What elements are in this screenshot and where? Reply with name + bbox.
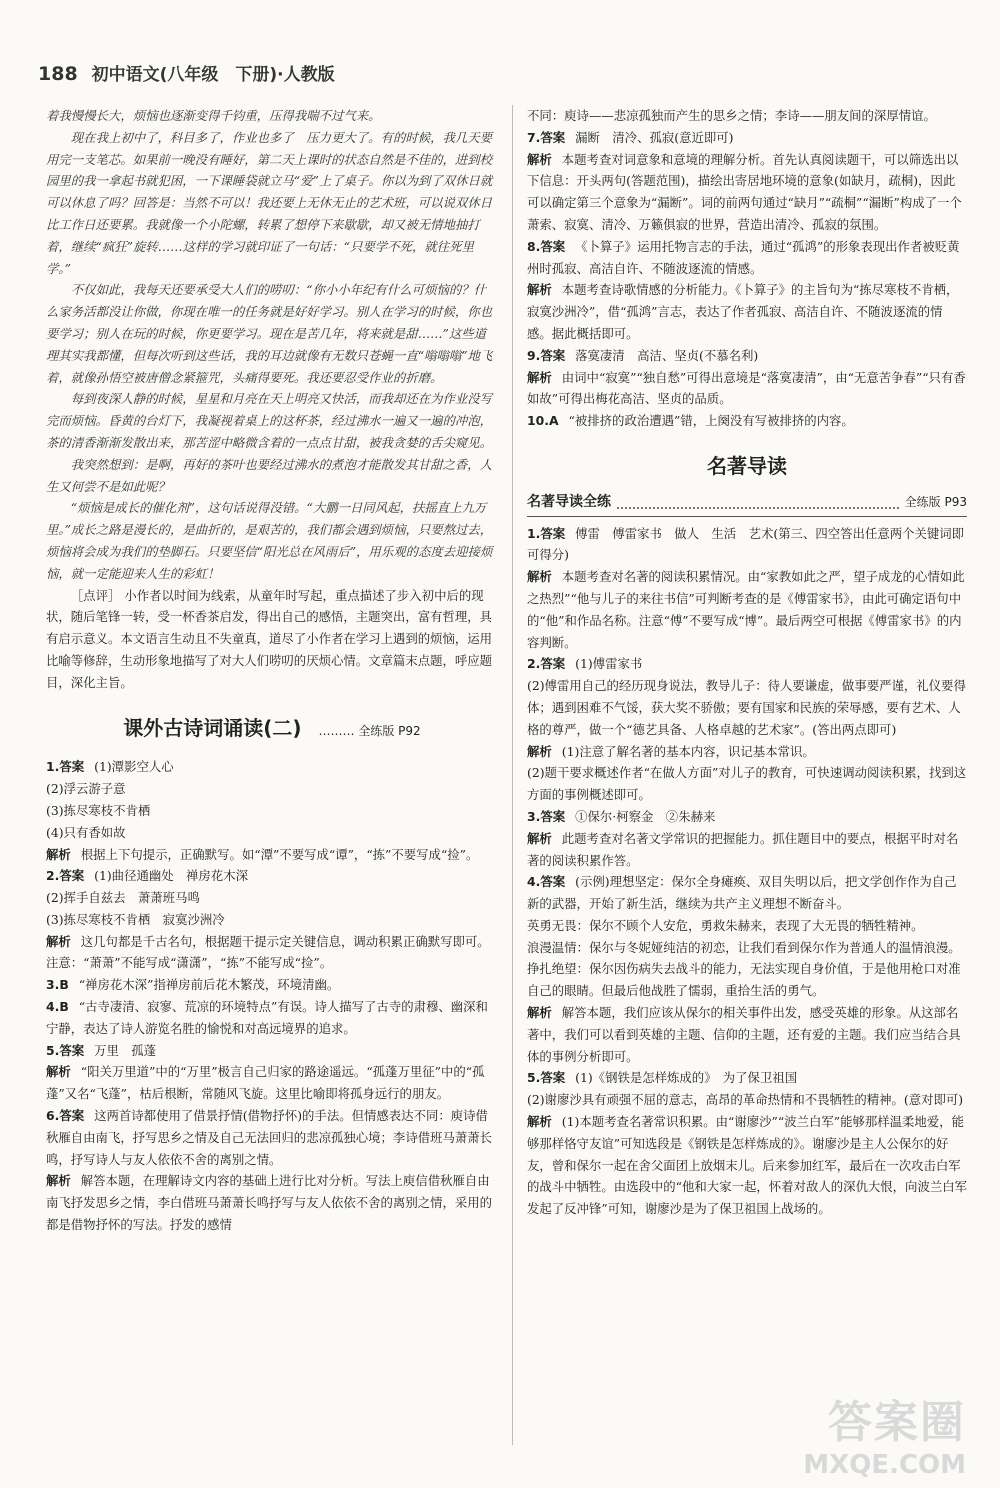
answer-label: 5.答案	[46, 1042, 85, 1058]
answer-item	[46, 865, 498, 887]
answer-label: 10.A	[527, 413, 559, 429]
answer-item	[46, 909, 498, 931]
essay-paragraph: “烦恼是成长的催化剂”，这句话说得没错。“大鹏一日同风起，扶摇直上九万里。”成长之路是漫长的，是曲折的，是艰苦的，我们都会遇到烦恼，只要熬过去，烦恼将会成为我们的垫脚石。只要坚信“阳光总在风雨后”，用乐观的态度去迎接烦恼，就一定能迎来人生的彩虹！	[46, 500, 493, 581]
answer-item	[527, 367, 967, 411]
answer-label: 4.B	[46, 999, 69, 1015]
answer-text: (4)只有香如故	[46, 824, 126, 840]
answer-text: 本题考查对词意象和意境的理解分析。首先认真阅读题干，可以筛选出以下信息：开头两句(答题范围)，描绘出寄居地环境的意象(如缺月，疏桐)，因此可以确定第三个意象为“漏断”。词的前两句通过“缺月”“疏桐”“漏断”构成了一个萧索、寂寞、清冷、万籁俱寂的世界，营造出清冷、孤寂的氛围。	[527, 151, 962, 232]
answer-text: 此题考查对名著文学常识的把握能力。抓住题目中的要点，根据平时对名著的阅读积累作答。	[527, 830, 959, 868]
answer-item	[46, 1105, 498, 1170]
answer-item	[46, 844, 498, 866]
answer-item	[46, 887, 498, 909]
answer-item	[527, 871, 967, 915]
answer-label: 1.答案	[46, 759, 85, 775]
answer-text: 落寞凄清 高洁、坚贞(不慕名利)	[575, 347, 759, 363]
answer-text: “古寺凄清、寂寥、荒凉的环境特点”有误。诗人描写了古寺的肃穆、幽深和宁静，表达了诗人游览名胜的愉悦和对高远境界的追求。	[46, 999, 488, 1036]
answer-item	[527, 523, 967, 567]
answer-text: 万里 孤蓬	[94, 1042, 157, 1058]
comment	[46, 585, 498, 694]
left-column	[46, 105, 498, 1236]
answer-item	[527, 236, 967, 280]
answer-item	[46, 996, 498, 1040]
comment-text: 小作者以时间为线索，从童年时写起，重点描述了步入初中后的现状，随后笔锋一转，受一杯香茶启发，得出自己的感悟，主题突出，富有哲理，具有启示意义。本文语言生动且不失童真，道尽了小作者在学习上遇到的烦恼，运用比喻等修辞，生动形象地描写了对大人们唠叨的厌烦心情。文章篇末点题，呼应题目，深化主旨。	[46, 587, 493, 690]
answer-label: 3.B	[46, 977, 69, 993]
watermark	[803, 1386, 966, 1480]
answer-item	[527, 1111, 967, 1220]
answer-text: 根据上下句提示，正确默写。如“潭”不要写成“谭”，“拣”不要写成“捡”。	[80, 846, 479, 862]
answer-item	[527, 915, 967, 937]
answer-text: (1)《钢铁是怎样炼成的》 为了保卫祖国	[575, 1070, 798, 1086]
subsection-title: 名著导读全练	[527, 493, 611, 510]
page-header	[38, 60, 335, 85]
answer-text: 傅雷 傅雷家书 做人 生活 艺术(第三、四空答出任意两个关键词即可得分)	[527, 525, 965, 563]
right-column	[527, 105, 967, 1220]
answer-text: “被排挤的政治遭遇”错，上阕没有写被排挤的内容。	[568, 413, 854, 429]
answer-text: (3)拣尽寒枝不肯栖 寂寞沙洲冷	[46, 911, 225, 927]
page-number: 188	[38, 63, 78, 85]
answer-text: 英勇无畏：保尔不顾个人安危，勇救朱赫来，表现了大无畏的牺牲精神。	[527, 917, 924, 933]
answer-text: (1)曲径通幽处 禅房花木深	[94, 868, 248, 884]
answer-item	[527, 937, 967, 959]
watermark-url: MXQE.COM	[803, 1450, 966, 1480]
answer-item	[527, 566, 967, 653]
answer-item	[527, 1002, 967, 1067]
answer-text: “阳关万里道”中的“万里”极言自己归家的路途遥远。“孤蓬万里征”中的“孤蓬”又名“飞蓬”，枯后根断，常随风飞旋。这里比喻即将孤身远行的朋友。	[46, 1064, 485, 1102]
answer-item	[46, 778, 498, 800]
answer-text: 《卜算子》运用托物言志的手法，通过“孤鸿”的形象表现出作者被贬黄州时孤寂、高洁自许、不随波逐流的情感。	[527, 238, 960, 276]
answer-label: 解析	[527, 282, 552, 298]
answer-text: “禅房花木深”指禅房前后花木繁茂，环境清幽。	[78, 977, 340, 993]
answer-text: 本题考查诗歌情感的分析能力。《卜算子》的主旨句为“拣尽寒枝不肯栖，寂寞沙洲冷”，借“孤鸿”言志，表达了作者孤寂、高洁自许、不随波逐流的情感。据此概括即可。	[527, 282, 959, 341]
answer-text: 浪漫温情：保尔与冬妮娅纯洁的初恋，让我们看到保尔作为普通人的温情浪漫。	[527, 939, 961, 955]
answer-item	[527, 279, 967, 344]
answer-text: 由词中“寂寞”“独自愁”可得出意境是“落寞凄清”，由“无意苦争春”“只有香如故”可得出梅花高洁、坚贞的品质。	[527, 369, 966, 407]
answer-label: 解析	[527, 1114, 552, 1130]
answer-item	[46, 1040, 498, 1062]
answer-text: (1)傅雷家书	[575, 656, 643, 672]
answer-label: 2.答案	[46, 868, 85, 884]
answer-item	[527, 741, 967, 763]
answer-text: 解答本题，在理解诗文内容的基础上进行比对分析。写法上庾信借秋雁自由南飞抒发思乡之情，李白借班马萧萧长鸣抒写与友人依依不舍的离别之情，采用的都是借物抒怀的写法。抒发的感情	[46, 1173, 493, 1233]
answer-label: 7.答案	[527, 129, 566, 145]
answer-text: (2)挥手自兹去 萧萧班马鸣	[46, 890, 200, 906]
answer-label: 9.答案	[527, 347, 566, 363]
essay-paragraph: 着我慢慢长大，烦恼也逐渐变得千钧重，压得我喘不过气来。	[46, 108, 381, 123]
answer-item	[527, 806, 967, 828]
essay	[46, 105, 498, 585]
answer-label: 6.答案	[46, 1108, 85, 1124]
answer-item	[46, 822, 498, 844]
answer-item	[527, 105, 967, 127]
essay-paragraph: 每到夜深人静的时候，星星和月亮在天上明亮又快活，而我却还在为作业没写完而烦恼。昏黄的台灯下，我凝视着桌上的这杯茶，经过沸水一遍又一遍的冲泡，茶的清香渐渐发散出来，那苦涩中略微含着的一点点甘甜，被我贪婪的舌尖窥见。	[46, 391, 493, 450]
answer-label: 解析	[527, 743, 552, 759]
section-title-poetry	[46, 715, 498, 743]
answer-item	[527, 127, 967, 149]
essay-paragraph: 现在我上初中了，科目多了，作业也多了 压力更大了。有的时候，我几天要用完一支笔芯。如果前一晚没有睡好，第二天上课时的状态自然是不佳的，进到校园里的我一拿起书就犯困，一下课睡袋就立马“爱”上了桌子。你以为到了双休日就可以休息了吗？回答是：当然不可以！我还要上无休无止的艺术班，可以说双休日比工作日还要累。我就像一个小陀螺，转累了想停下来歇歇，却又被无情地抽打着，继续“疯狂”旋转……这样的学习就印证了一句话：“只要学不死，就往死里学。”	[46, 129, 493, 276]
answer-label: 解析	[527, 151, 552, 167]
answer-label: 8.答案	[527, 238, 566, 254]
answer-item	[527, 149, 967, 236]
answer-text: 挣扎绝望：保尔因伤病失去战斗的能力，无法实现自身价值，于是他用枪口对准自己的眼睛。但最后他战胜了懦弱，重拾生活的勇气。	[527, 961, 961, 999]
answer-text: (2)题干要求概述作者“在做人方面”对儿子的教育，可快速调动阅读积累，找到这方面的事例概述即可。	[527, 765, 967, 803]
answer-item	[46, 800, 498, 822]
answer-text: 这两首诗都使用了借景抒情(借物抒怀)的手法。但情感表达不同：庾诗借秋雁自由南飞，抒写思乡之情及自己无法回归的悲凉孤独心境；李诗借班马萧萧长鸣，抒写诗人与友人依依不舍的离别之情。	[46, 1108, 493, 1167]
section-title-classics	[527, 453, 967, 478]
answer-item	[46, 974, 498, 996]
dot-leader	[617, 492, 899, 509]
answer-label: 4.答案	[527, 874, 566, 890]
answer-text: 解答本题，我们应该从保尔的相关事件出发，感受英雄的形象。从这部名著中，我们可以看到英雄的主题、信仰的主题，还有爱的主题。我们应当结合具体的事例分析即可。	[527, 1005, 961, 1064]
answer-text: (1)注意了解名著的基本内容，识记基本常识。	[561, 743, 815, 759]
answer-label: 解析	[46, 846, 71, 862]
answer-item	[527, 1067, 967, 1089]
answer-text: (2)傅雷用自己的经历现身说法，教导儿子：待人要谦虚，做事要严谨，礼仪要得体；遇到困难不气馁，获大奖不骄傲；要有国家和民族的荣辱感，要有艺术、人格的尊严，做一个“德艺具备、人格卓越的艺术家”。(答出两点即可)	[527, 678, 966, 737]
answer-label: 5.答案	[527, 1070, 566, 1086]
answer-text: ①保尔·柯察金 ②朱赫来	[575, 808, 716, 824]
answer-text: 不同：庾诗——悲凉孤独而产生的思乡之情；李诗——朋友间的深厚情谊。	[527, 108, 936, 123]
answer-label: 解析	[46, 1064, 71, 1080]
answer-list	[527, 105, 967, 432]
watermark-logo: 答案圈	[828, 1397, 966, 1448]
subsection-ref: 全练版 P93	[904, 494, 967, 509]
answer-item	[46, 1170, 498, 1235]
answer-text: 本题考查对名著的阅读积累情况。由“家教如此之严，望子成龙的心情如此之热烈”“他与儿子的来往书信”可判断考查的是《傅雷家书》，由此可确定语句中的“他”和作品名称。注意“傅”不要写成“博”。最后两空可根据《傅雷家书》的内容判断。	[527, 569, 965, 650]
answer-item	[46, 931, 498, 975]
answer-text: 这几句都是千古名句，根据题干提示定关键信息，调动积累正确默写即可。注意：“萧萧”不能写成“潇潇”，“拣”不能写成“捡”。	[46, 933, 490, 971]
comment-label: ［点评］	[70, 587, 121, 603]
answer-item	[527, 345, 967, 367]
answer-text: (1)本题考查名著常识积累。由“谢廖沙”“波兰白军”能够那样温柔地爱，能够那样恪守友谊”可知选段是《钢铁是怎样炼成的》。谢廖沙是主人公保尔的好友，曾和保尔一起在舍父面团上放烟末儿。后来参加红军，最后在一次攻击白军的战斗中牺牲。由选段中的“他和大家一起，怀着对敌人的深仇大恨，向波兰白军发起了反冲锋”可知，谢廖沙是为了保卫祖国上战场的。	[527, 1114, 968, 1217]
section-title-text: 名著导读	[707, 453, 787, 478]
essay-paragraph: 我突然想到：是啊，再好的茶叶也要经过沸水的煮泡才能散发其甘甜之香，人生又何尝不是如此呢？	[46, 456, 493, 494]
answer-item	[46, 1061, 498, 1105]
answer-item	[527, 410, 967, 432]
section-title-text: 课外古诗词诵读(二)	[123, 715, 302, 740]
answer-label: 2.答案	[527, 656, 566, 672]
answer-item	[527, 653, 967, 675]
answer-item	[527, 675, 967, 740]
answer-text: (3)拣尽寒枝不肯栖	[46, 802, 151, 818]
answer-label: 1.答案	[527, 525, 566, 541]
answer-label: 解析	[527, 830, 552, 846]
answer-item	[527, 958, 967, 1002]
column-divider	[512, 105, 513, 1445]
answer-label: 解析	[527, 1005, 552, 1021]
answer-label: 3.答案	[527, 808, 566, 824]
answer-label: 解析	[527, 569, 552, 585]
answer-list	[46, 756, 498, 1236]
section-ref: ……… 全练版 P92	[318, 723, 421, 738]
answer-list	[527, 523, 967, 1221]
answer-item	[527, 1089, 967, 1111]
subsection-header	[527, 492, 967, 517]
answer-text: (2)谢廖沙具有顽强不屈的意志，高昂的革命热情和不畏牺牲的精神。(意对即可)	[527, 1092, 964, 1108]
answer-label: 解析	[46, 1173, 71, 1189]
answer-text: (2)浮云游子意	[46, 781, 126, 797]
book-title: 初中语文(八年级 下册)·人教版	[91, 65, 335, 85]
answer-item	[527, 762, 967, 806]
essay-paragraph: 不仅如此，我每天还要承受大人们的唠叨：“你小小年纪有什么可烦恼的？什么家务活都没让你做，你现在唯一的任务就是好好学习。别人在学习的时候，你也要学习；别人在玩的时候，你更要学习。现在是苦几年，将来就是甜……”这些道理其实我都懂，但每次听到这些话，我的耳边就像有无数只苍蝇一直“嗡嗡嗡”地飞着，就像孙悟空被唐僧念紧箍咒，头痛得要死。我还要忍受作业的折磨。	[46, 282, 493, 385]
answer-item	[527, 828, 967, 872]
answer-text: 漏断 清冷、孤寂(意近即可)	[575, 129, 734, 145]
answer-text: (1)潭影空人心	[94, 759, 174, 775]
answer-text: (示例)理想坚定：保尔全身瘫痪、双目失明以后，把文学创作作为自己新的武器，开始了新生活，继续为共产主义理想不断奋斗。	[527, 874, 957, 912]
answer-label: 解析	[46, 933, 71, 949]
answer-label: 解析	[527, 369, 552, 385]
answer-item	[46, 756, 498, 778]
